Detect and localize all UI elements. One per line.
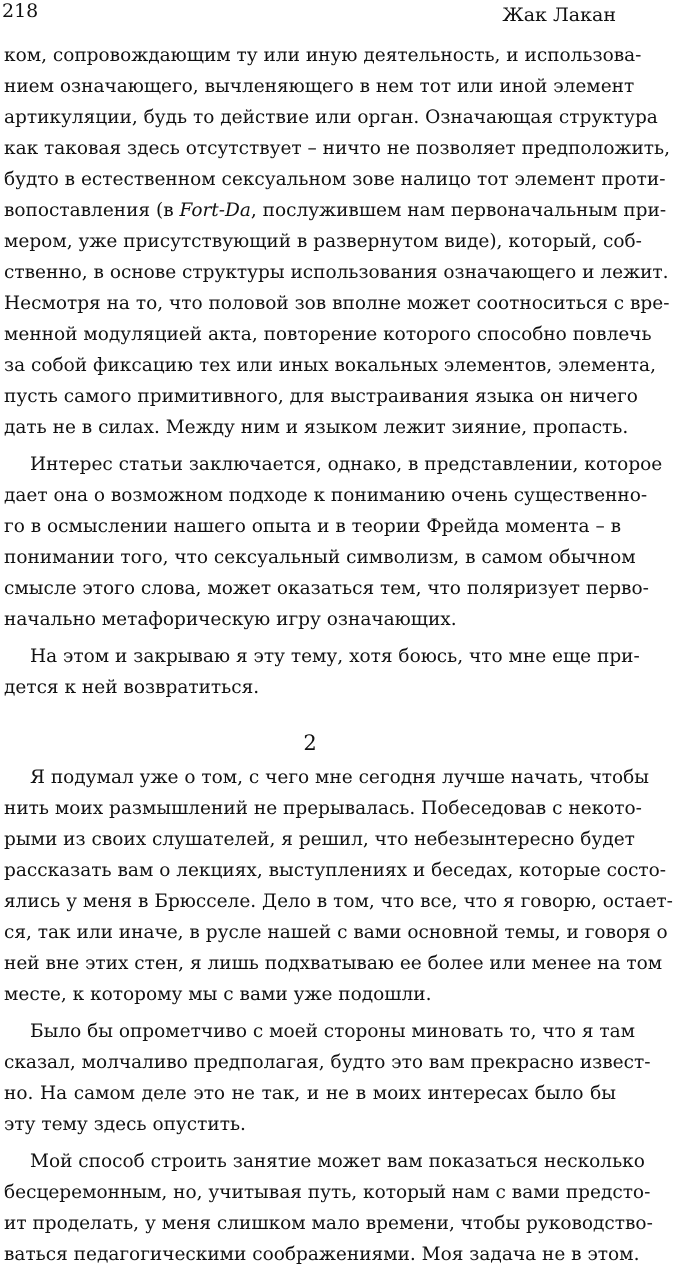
- paragraph-1: [4, 40, 670, 443]
- text-line: артикуляции, будь то действие или орган. Означающая структура: [4, 107, 658, 128]
- text-line: дать не в силах. Между ним и языком лежит зияние, пропасть.: [4, 417, 629, 438]
- text-line: ственно, в основе структуры использования означающего и лежит.: [4, 262, 669, 283]
- running-title: Жак Лакан: [502, 4, 616, 26]
- text-line: будто в естественном сексуальном зове налицо тот элемент проти-: [4, 169, 666, 190]
- text-line: месте, к которому мы с вами уже подошли.: [4, 984, 432, 1005]
- text-line: Интерес статьи заключается, однако, в представлении, которое: [30, 454, 663, 475]
- text-line: Я подумал уже о том, с чего мне сегодня лучше начать, чтобы: [30, 767, 650, 788]
- text-fragment: вопоставления (в: [4, 200, 180, 221]
- text-line: ит проделать, у меня слишком мало времени, чтобы руководство-: [4, 1213, 653, 1234]
- text-line: нить моих размышлений не прерывалась. Побеседовав с некото-: [4, 798, 642, 819]
- text-line: На этом и закрываю я эту тему, хотя боюсь, что мне еще при-: [30, 646, 640, 667]
- text-line: Было бы опрометчиво с моей стороны миновать то, что я там: [30, 1021, 636, 1042]
- text-line: менной модуляцией акта, повторение которого способно повлечь: [4, 324, 652, 345]
- paragraph-2: [4, 449, 663, 635]
- text-line: начально метафорическую игру означающих.: [4, 609, 457, 630]
- paragraph-4: [4, 762, 673, 1010]
- page-body: [4, 40, 673, 1270]
- text-line: дает она о возможном подходе к пониманию очень существенно-: [4, 485, 648, 506]
- text-line: но. На самом деле это не так, и не в моих интересах было бы: [4, 1083, 616, 1104]
- paragraph-6: [4, 1146, 653, 1270]
- italic-term: Fort-Da: [179, 200, 251, 221]
- text-line: дется к ней возвратиться.: [4, 677, 260, 698]
- text-line: мером, уже присутствующий в развернутом виде), который, соб-: [4, 231, 642, 252]
- text-fragment: , послужившем нам первоначальным при-: [250, 200, 667, 221]
- text-line: как таковая здесь отсутствует – ничто не позволяет предположить,: [4, 138, 670, 159]
- section-number: 2: [303, 731, 317, 755]
- page-header: [0, 0, 620, 34]
- text-line: понимании того, что сексуальный символизм, в самом обычном: [4, 547, 636, 568]
- text-line: рыми из своих слушателей, я решил, что небезынтересно будет: [4, 829, 635, 850]
- text-line: нием означающего, вычленяющего в нем тот или иной элемент: [4, 76, 635, 97]
- text-line: [4, 195, 667, 226]
- text-line: сказал, молчаливо предполагая, будто это вам прекрасно извест-: [4, 1052, 651, 1073]
- text-line: ся, так или иначе, в русле нашей с вами основной темы, и говоря о: [4, 922, 668, 943]
- text-line: рассказать вам о лекциях, выступлениях и беседах, которые состо-: [4, 860, 667, 881]
- text-line: ней вне этих стен, я лишь подхватываю ее более или менее на том: [4, 953, 663, 974]
- text-line: ком, сопровождающим ту или иную деятельность, и использова-: [4, 45, 642, 66]
- text-line: пусть самого примитивного, для выстраивания языка он ничего: [4, 386, 638, 407]
- text-line: эту тему здесь опустить.: [4, 1114, 246, 1135]
- text-line: за собой фиксацию тех или иных вокальных элементов, элемента,: [4, 355, 656, 376]
- text-line: ваться педагогическими соображениями. Моя задача не в этом.: [4, 1244, 640, 1265]
- text-line: го в осмыслении нашего опыта и в теории Фрейда момента – в: [4, 516, 621, 537]
- text-line: ялись у меня в Брюсселе. Дело в том, что все, что я говорю, остает-: [4, 891, 673, 912]
- page-number: 218: [2, 0, 39, 22]
- text-line: смысле этого слова, может оказаться тем, что поляризует перво-: [4, 578, 649, 599]
- paragraph-5: [4, 1016, 651, 1140]
- text-line: бесцеремонным, но, учитывая путь, который нам с вами предсто-: [4, 1182, 651, 1203]
- text-line: Мой способ строить занятие может вам показаться несколько: [30, 1151, 645, 1172]
- paragraph-3: [4, 641, 640, 703]
- text-line: Несмотря на то, что половой зов вполне может соотноситься с вре-: [4, 293, 670, 314]
